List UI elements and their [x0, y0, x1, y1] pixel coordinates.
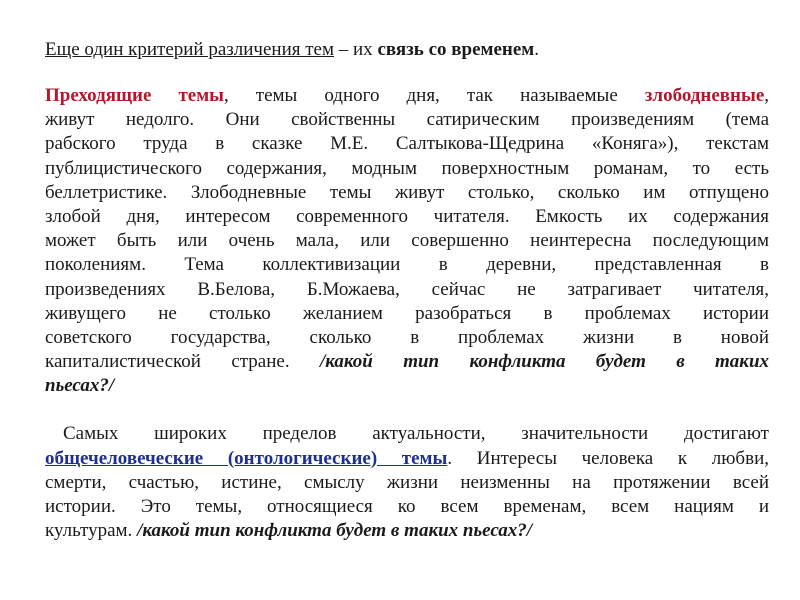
text-line: беллетристике. Злободневные темы живут столько, сколько им отпущено	[45, 181, 769, 203]
slide-content	[45, 38, 769, 543]
text-fragment: культурам.	[45, 520, 138, 542]
text-line: живущего не столько желанием разобраться в проблемах истории	[45, 302, 769, 324]
heading-dash: – их	[334, 39, 378, 60]
text-line	[45, 350, 769, 374]
question-conflict-type: /какой тип конфликта будет в таких	[319, 351, 770, 373]
text-line	[45, 84, 769, 108]
text-line	[45, 447, 769, 471]
text-line: рабского труда в сказке М.Е. Салтыкова-Щедрина «Коняга»), текстам	[45, 133, 769, 155]
text-line: злобой дня, интересом современного читателя. Емкость их содержания	[45, 205, 769, 227]
text-line: может быть или очень мала, или совершенно неинтересна последующим	[45, 230, 769, 252]
text-line: живут недолго. Они свойственны сатирическим произведениям (тема	[45, 109, 769, 131]
text-line: поколениям. Тема коллективизации в деревни, представленная в	[45, 254, 769, 276]
heading-emphasis: связь со временем	[377, 39, 535, 60]
text-line: публицистического содержания, модным поверхностным романам, то есть	[45, 157, 769, 179]
term-transient-themes: Преходящие темы	[45, 85, 225, 106]
text-line: советского государства, сколько в проблемах жизни в новой	[45, 326, 769, 348]
heading-text: Еще один критерий различения тем	[45, 39, 335, 60]
text-fragment: ,	[764, 85, 769, 106]
text-line	[45, 519, 769, 543]
text-line: смерти, счастью, истине, смыслу жизни неизменны на протяжении всей	[45, 471, 769, 493]
heading-period: .	[534, 39, 539, 60]
question-conflict-type-end: пьесах?/	[45, 375, 115, 397]
slide-heading	[45, 38, 769, 62]
text-line: истории. Это темы, относящиеся ко всем временам, всем нациям и	[45, 496, 769, 517]
term-topical: злободневные	[644, 85, 765, 106]
text-line: Самых широких пределов актуальности, значительности достигают	[63, 423, 769, 445]
text-fragment: . Интересы человека к любви,	[447, 447, 769, 469]
text-line	[45, 374, 769, 398]
paragraph-universal-themes	[45, 422, 769, 543]
text-fragment: капиталистической стране.	[45, 351, 320, 373]
text-fragment: , темы одного дня, так называемые	[224, 85, 645, 106]
paragraph-transient-themes	[45, 84, 769, 398]
text-line: произведениях В.Белова, Б.Можаева, сейчас не затрагивает читателя,	[45, 278, 769, 300]
term-universal-themes: общечеловеческие (онтологические) темы	[45, 447, 448, 469]
question-conflict-type-2: /какой тип конфликта будет в таких пьесах?/	[137, 520, 533, 542]
